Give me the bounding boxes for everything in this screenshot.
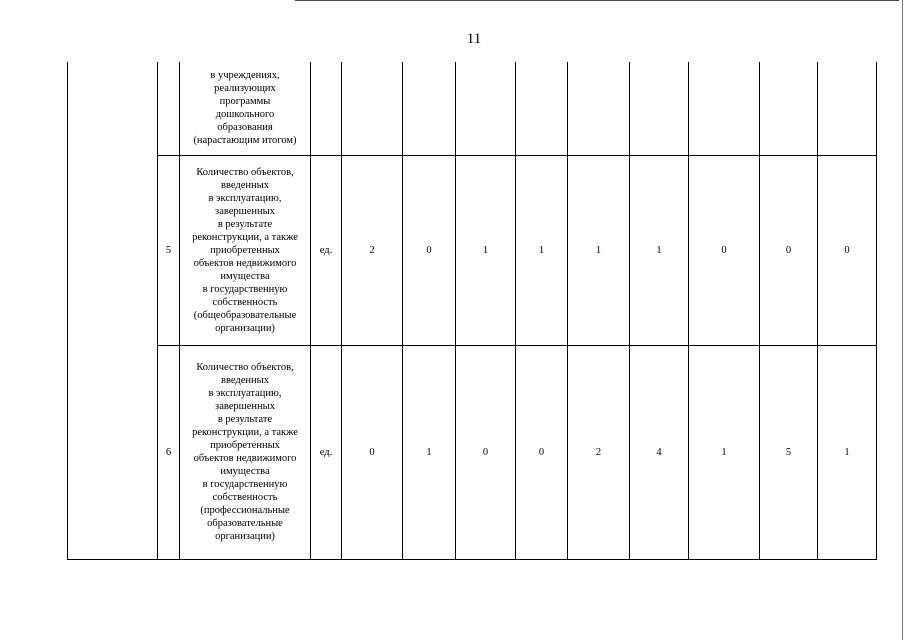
value-cell: 0: [760, 155, 818, 345]
row-number-cell: 5: [158, 155, 180, 345]
value-cell: 0: [689, 155, 760, 345]
value-cell: 1: [818, 345, 877, 559]
value-cell: 2: [342, 155, 403, 345]
value-cell: 2: [568, 345, 630, 559]
table-row: [68, 62, 877, 155]
value-cell: [568, 62, 630, 155]
page-number: 11: [466, 31, 482, 47]
table-row: [68, 155, 877, 345]
value-cell: 0: [456, 345, 516, 559]
right-edge-rule: [902, 0, 903, 640]
indicators-table: [67, 62, 877, 560]
value-cell: [818, 62, 877, 155]
row-number-cell: 6: [158, 345, 180, 559]
value-cell: [689, 62, 760, 155]
value-cell: [403, 62, 456, 155]
indicator-name-cell: Количество объектов, введенных в эксплуатацию, завершенных в результате реконструкции, а также приобретенных объектов недвижимого имущества в государственную собственность (общеобразовательные организации): [180, 155, 311, 345]
value-cell: 1: [403, 345, 456, 559]
indicator-name-cell: Количество объектов, введенных в эксплуатацию, завершенных в результате реконструкции, а также приобретенных объектов недвижимого имущества в государственную собственность (профессиональные образовательные организации): [180, 345, 311, 559]
unit-cell: ед.: [311, 345, 342, 559]
value-cell: [516, 62, 568, 155]
value-cell: 0: [403, 155, 456, 345]
table-cell-section: [68, 62, 158, 559]
value-cell: 1: [568, 155, 630, 345]
table-row: [68, 345, 877, 559]
value-cell: 0: [342, 345, 403, 559]
value-cell: 1: [516, 155, 568, 345]
unit-cell: [311, 62, 342, 155]
value-cell: [630, 62, 689, 155]
value-cell: 1: [630, 155, 689, 345]
value-cell: 4: [630, 345, 689, 559]
unit-cell: ед.: [311, 155, 342, 345]
value-cell: 1: [456, 155, 516, 345]
top-edge-rule: [295, 0, 899, 1]
value-cell: 1: [689, 345, 760, 559]
value-cell: 5: [760, 345, 818, 559]
indicator-name-cell: в учреждениях, реализующих программы дошкольного образования (нарастающим итогом): [180, 62, 311, 155]
value-cell: 0: [818, 155, 877, 345]
value-cell: [760, 62, 818, 155]
value-cell: [456, 62, 516, 155]
value-cell: 0: [516, 345, 568, 559]
value-cell: [342, 62, 403, 155]
row-number-cell: [158, 62, 180, 155]
